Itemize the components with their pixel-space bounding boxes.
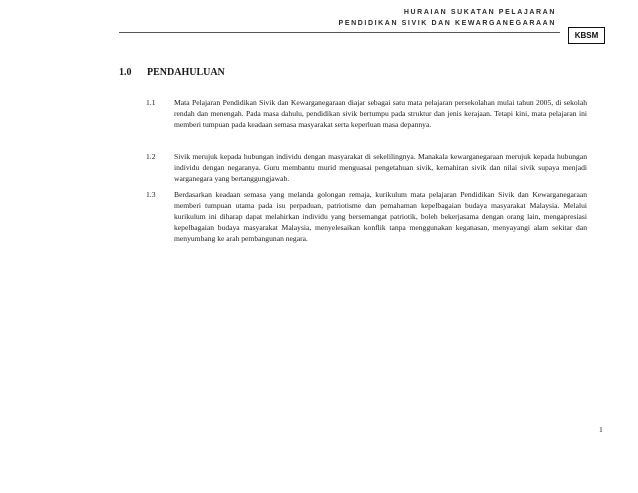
paragraph-text: Mata Pelajaran Pendidikan Sivik dan Kewarganegaraan diajar sebagai satu mata pelajaran persekolahan mulai tahun 2005, di sekolah rendah dan menengah. Pada masa dahulu, pendidikan sivik bertumpu pada struktur dan jenis kerajaan. Tetapi kini, mata pelajaran ini memberi tumpuan pada keadaan semasa masyarakat serta keperluan masa depannya. bbox=[174, 98, 587, 129]
header-divider bbox=[119, 32, 560, 33]
paragraph-text: Sivik merujuk kepada hubungan individu dengan masyarakat di sekelilingnya. Manakala kewarganegaraan merujuk kepada hubungan individu dengan negaranya. Guru membantu murid menguasai pengetahuan sivik, kemahiran sivik dan nilai sivik supaya menjadi warganegara yang bertanggungjawab. bbox=[174, 152, 587, 183]
section-number: 1.0 bbox=[119, 67, 132, 78]
running-header bbox=[339, 7, 556, 29]
header-line-1: HURAIAN SUKATAN PELAJARAN bbox=[403, 9, 556, 16]
header-line-2: PENDIDIKAN SIVIK DAN KEWARGANEGARAAN bbox=[338, 20, 556, 27]
paragraph-item bbox=[146, 189, 587, 244]
page-number: 1 bbox=[599, 425, 603, 434]
paragraph-number: 1.1 bbox=[146, 98, 156, 107]
paragraph-text: Berdasarkan keadaan semasa yang melanda golongan remaja, kurikulum mata pelajaran Pendidikan Sivik dan Kewarganegaraan memberi tumpuan utama pada isu perpaduan, patriotisme dan pemahaman kepelbagaian budaya masyarakat Malaysia. Melalui kurikulum ini diharap dapat melahirkan individu yang bersemangat patriotik, boleh bekerjasama dengan orang lain, mengapresiasi kepelbagaian budaya masyarakat Malaysia, menyelesaikan konflik tanpa menggunakan keganasan, menyayangi alam sekitar dan menyumbang ke arah pembangunan negara. bbox=[174, 190, 587, 243]
kbsm-badge: KBSM bbox=[568, 27, 605, 44]
section-title: PENDAHULUAN bbox=[147, 67, 225, 78]
paragraph-number: 1.3 bbox=[146, 190, 156, 199]
paragraph-number: 1.2 bbox=[146, 152, 156, 161]
paragraph-item bbox=[146, 97, 587, 130]
paragraph-item bbox=[146, 151, 587, 184]
